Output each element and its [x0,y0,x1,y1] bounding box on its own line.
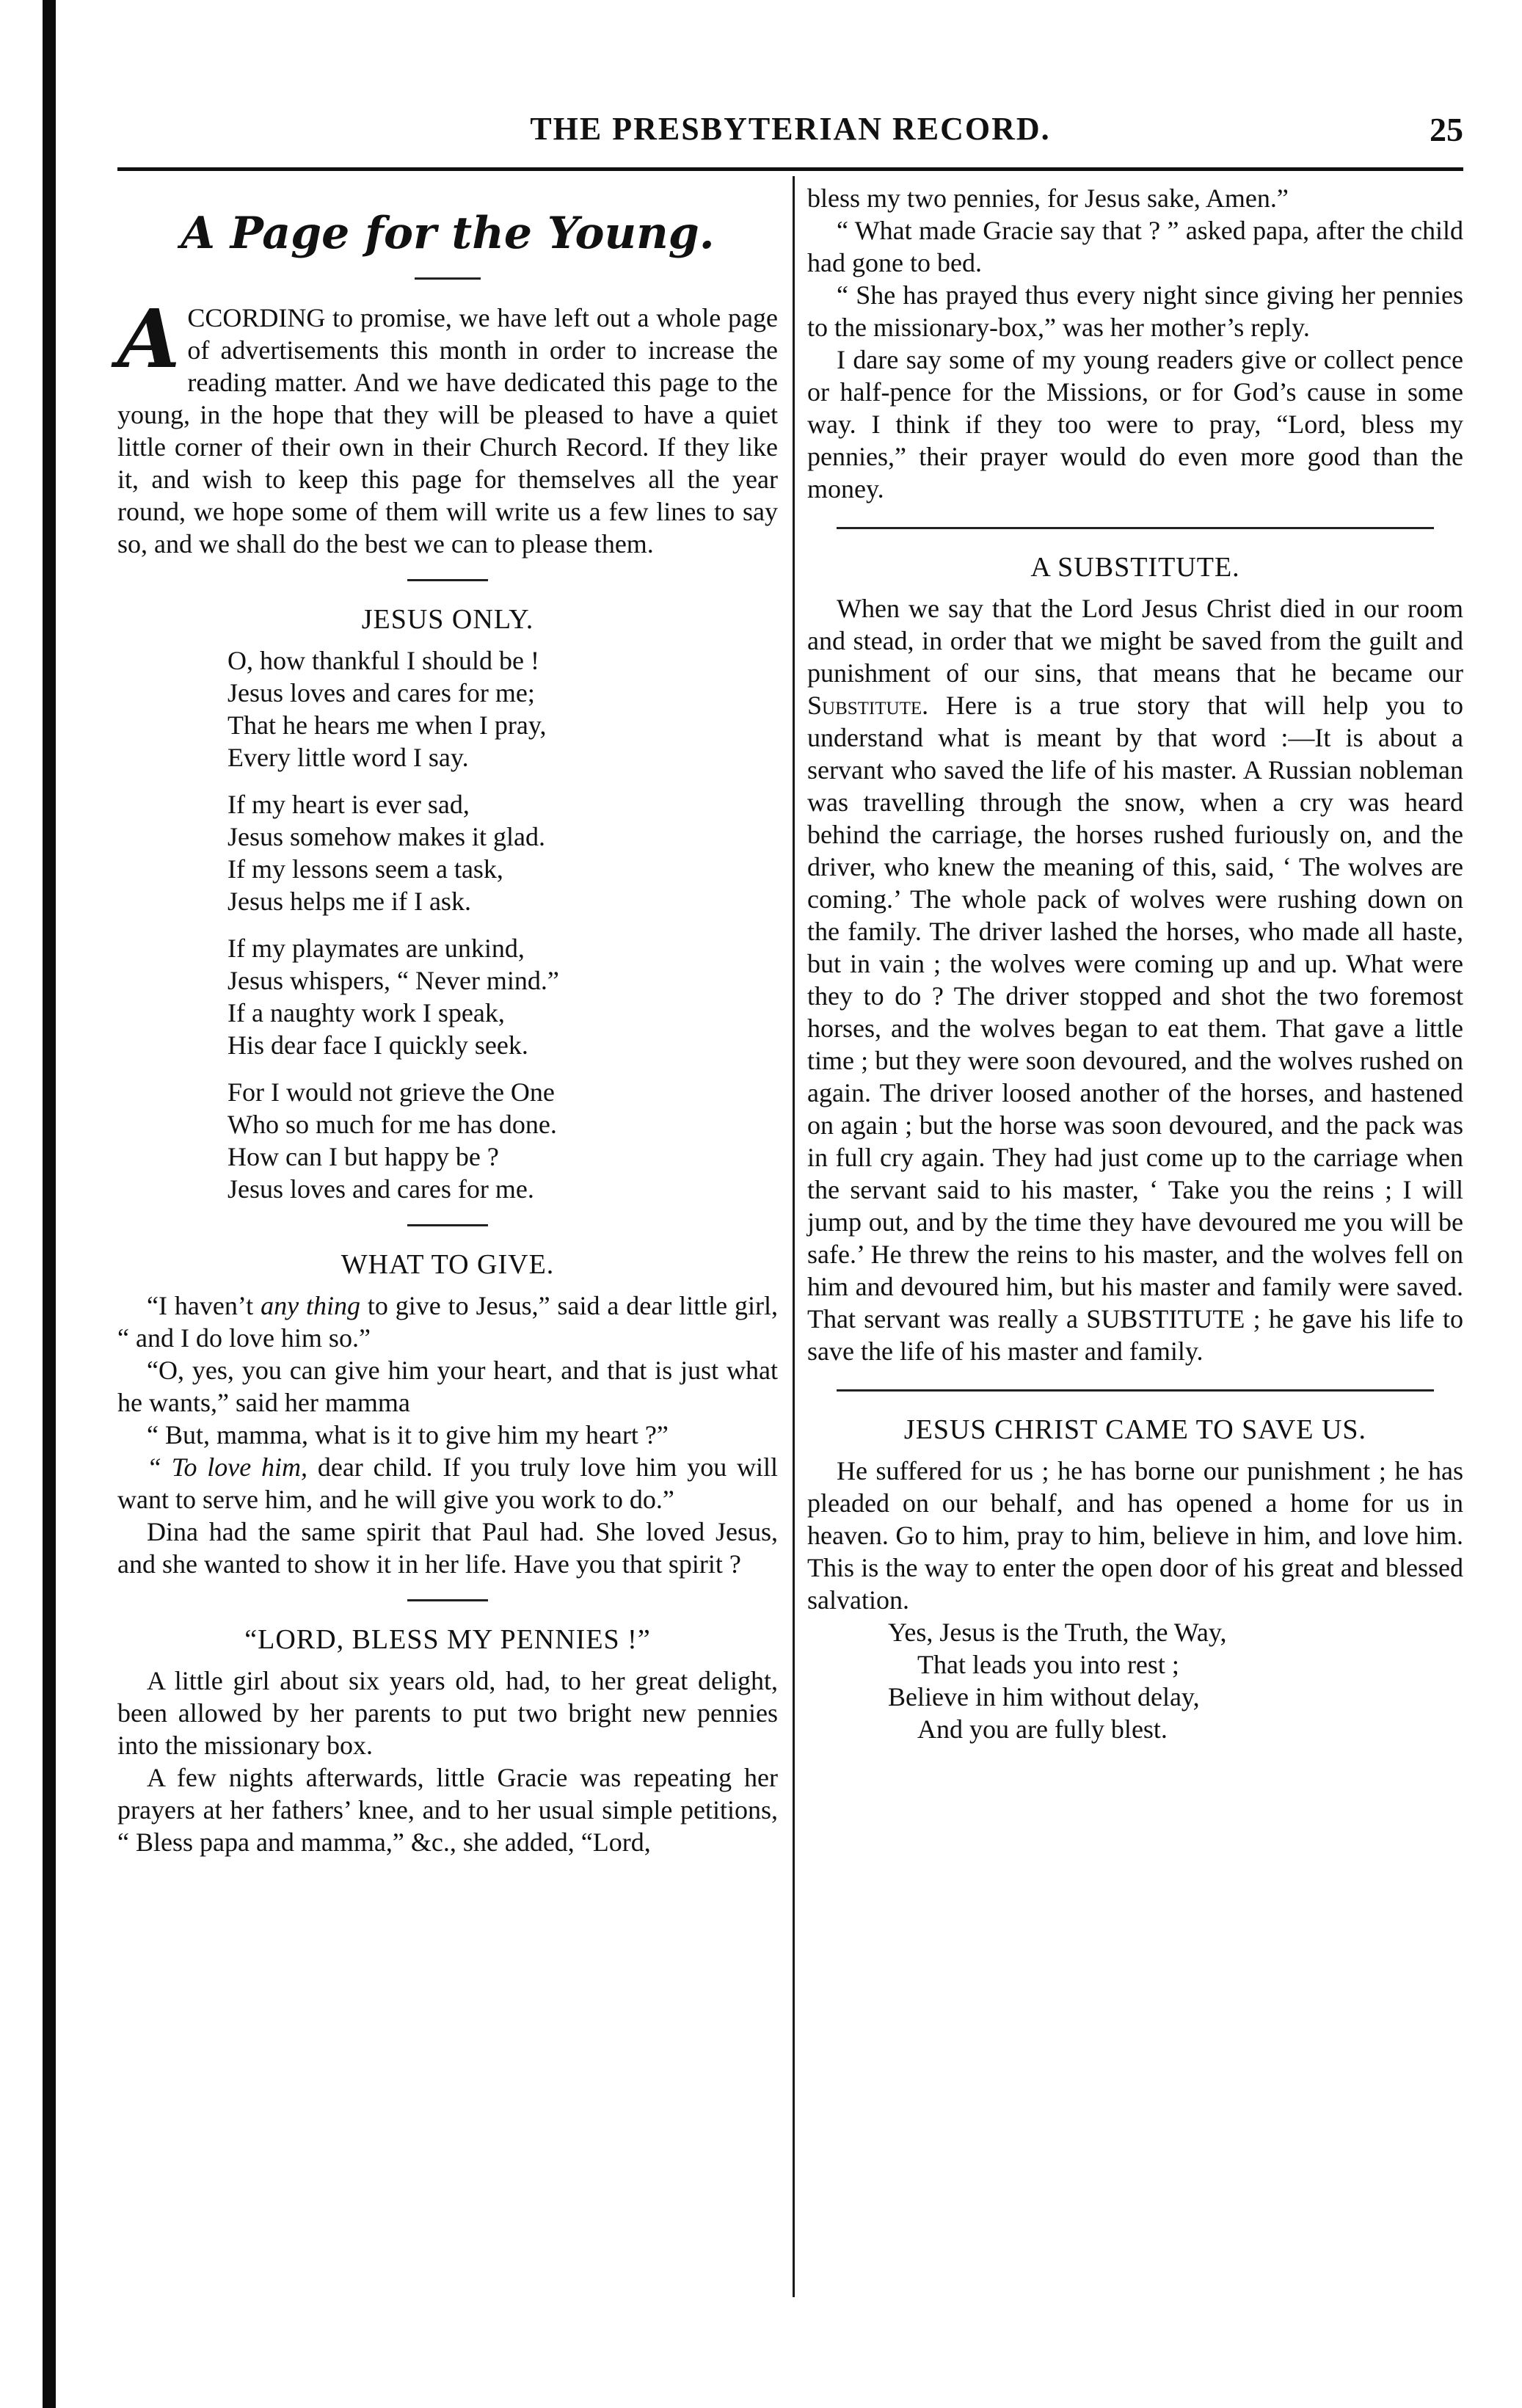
italic-run: “ To love him, [147,1452,308,1482]
page-heading: A Page for the Young. [181,208,715,259]
running-title: THE PRESBYTERIAN RECORD. [530,111,1051,147]
paragraph: “ But, mamma, what is it to give him my heart ?” [147,1420,669,1449]
poem-line: His dear face I quickly seek. [227,1030,528,1060]
paragraph: He suffered for us ; he has borne our punishment ; he has pleaded on our behalf, and has opened a home for us in heaven. Go to him, pray to him, believe in him, and love him. This is the way to enter the open door of his great and blessed salvation. [807,1456,1463,1615]
left-column [117,182,778,1858]
paragraph: A few nights afterwards, little Gracie was repeating her prayers at her fathers’ knee, and to her usual simple petitions, “ Bless papa and mamma,” &c., she added, “Lord, [117,1763,778,1857]
closing-verse [807,1616,1463,1745]
poem-line: O, how thankful I should be ! [227,646,539,675]
poem-jesus-only [117,644,778,1205]
verse-line: Believe in him without delay, [888,1682,1200,1712]
poem-line: Jesus loves and cares for me; [227,678,535,708]
section-title-what-to-give: WHAT TO GIVE. [341,1249,555,1280]
section-rule [407,579,488,581]
poem-line: If a naughty work I speak, [227,998,505,1027]
verse-line: Yes, Jesus is the Truth, the Way, [888,1618,1227,1647]
intro-lead-word: CCORDING [187,303,326,332]
poem-line: Every little word I say. [227,743,469,772]
poem-line: If my playmates are unkind, [227,934,525,963]
heading-rule [415,277,481,280]
paragraph: “O, yes, you can give him your heart, and that is just what he wants,” said her mamma [117,1356,778,1417]
column-rule [793,176,795,2297]
section-title-substitute: A SUBSTITUTE. [1030,552,1240,583]
poem-stanza [117,1076,778,1205]
paragraph [117,1290,778,1354]
paragraph [807,592,1463,1367]
text-run: When we say that the Lord Jesus Christ died in our room and stead, in order that we might be saved from the guilt and punishment of our sins, that means that he became our [807,594,1463,688]
poem-line: Jesus somehow makes it glad. [227,822,545,851]
intro-paragraph [117,291,778,560]
poem-stanza [117,788,778,917]
section-rule [837,527,1434,529]
poem-line: Jesus whispers, “ Never mind.” [227,966,559,995]
section-rule [837,1389,1434,1392]
poem-stanza [117,644,778,774]
verse-line: And you are fully blest. [917,1714,1168,1744]
section-title-pennies: “LORD, BLESS MY PENNIES !” [244,1624,651,1655]
paragraph: Dina had the same spirit that Paul had. She loved Jesus, and she wanted to show it in her life. Have you that spirit ? [117,1517,778,1579]
paragraph [117,1451,778,1516]
running-head [117,110,1463,154]
paragraph: I dare say some of my young readers give or collect pence or half-pence for the Missions, or for God’s cause in some way. I think if they too were to pray, “Lord, bless my pennies,” their prayer would do even more good than the money. [807,345,1463,503]
poem-line: If my heart is ever sad, [227,790,470,819]
intro-text: to promise, we have left out a whole page of advertisements this month in order to increase the reading matter. And we have dedicated this page to the young, in the hope that they will be pleased to have a quiet little corner of their own in their Church Record. If they like it, and wish to keep this page for themselves all the year round, we hope some of them will write us a few lines to say so, and we shall do the best we can to please them. [117,303,778,559]
right-column [807,182,1463,1745]
small-caps-run: Substitute [807,691,922,720]
italic-run: any thing [261,1291,360,1320]
paragraph: bless my two pennies, for Jesus sake, Amen.” [807,183,1289,213]
poem-line: If my lessons seem a task, [227,854,503,884]
section-rule [407,1224,488,1226]
poem-line: That he hears me when I pray, [227,710,547,740]
verse-line: That leads you into rest ; [917,1650,1179,1679]
drop-cap: A [117,291,181,386]
page-number: 25 [1430,111,1463,148]
text-run: to give to Jesus,” said a dear little girl, “ and I do love him so.” [117,1291,778,1353]
scan-edge-bar [43,0,56,2408]
paragraph: “ She has prayed thus every night since giving her pennies to the missionary-box,” was her mother’s reply. [807,280,1463,342]
paragraph: A little girl about six years old, had, to her great delight, been allowed by her parents to put two bright new pennies into the missionary box. [117,1666,778,1760]
poem-line: Who so much for me has done. [227,1110,557,1139]
poem-line: For I would not grieve the One [227,1077,555,1107]
text-run: dear child. If you truly love him you will want to serve him, and he will give you work to do.” [117,1452,779,1514]
poem-line: Jesus helps me if I ask. [227,887,471,916]
section-rule [407,1599,488,1601]
text-run: . Here is a true story that will help you to understand what is meant by that word :—It is about a servant who saved the life of his master. A Russian nobleman was travelling through the snow, when a cry was heard behind the carriage, the horses rushed furiously on, and the driver, who knew the meaning of this, said, ‘ The wolves are coming.’ The whole pack of wolves were rushing down on the family. The driver lashed the horses, who made all haste, but in vain ; the wolves were coming up and up. What were they to do ? The driver stopped and shot the two foremost horses, and the wolves began to eat them. That gave a little time ; but they were soon devoured, and the wolves rushed on again. The driver loosed another of the horses, and hastened on again ; but the horse was soon devoured, and the pack was in full cry again. They had just come up to the carriage when the servant said to his master, ‘ Take you the reins ; I will jump out, and by the time they have devoured me you will be safe.’ He threw the reins to his master, and the wolves fell on him and devoured him, but his master and family were saved. That servant was really a SUBSTITUTE ; he gave his life to save the life of his master and family. [807,691,1463,1366]
poem-stanza [117,932,778,1061]
text-run: “I haven’t [147,1291,261,1320]
poem-line: How can I but happy be ? [227,1142,499,1171]
poem-title: JESUS ONLY. [361,604,534,635]
section-title-jesus-christ: JESUS CHRIST CAME TO SAVE US. [903,1414,1367,1445]
paragraph: “ What made Gracie say that ? ” asked papa, after the child had gone to bed. [807,216,1463,277]
poem-line: Jesus loves and cares for me. [227,1174,534,1204]
header-rule [117,167,1463,171]
